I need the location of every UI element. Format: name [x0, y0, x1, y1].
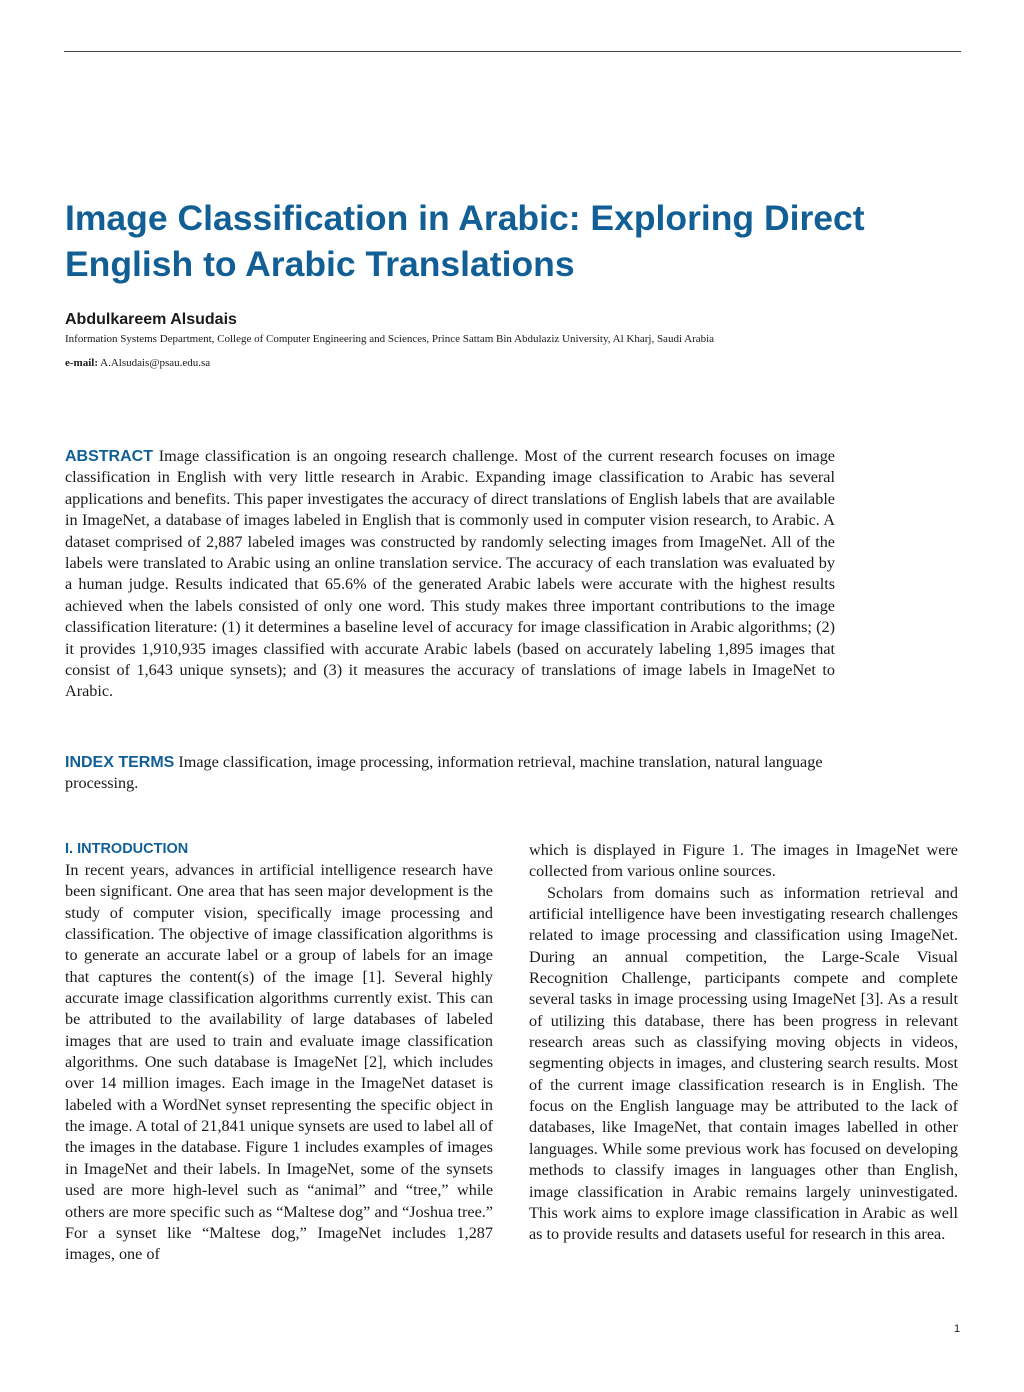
page-number: 1 [954, 1323, 961, 1335]
paper-title: Image Classification in Arabic: Exploring Direct English to Arabic Translations [65, 198, 865, 284]
abstract-text: Image classification is an ongoing research challenge. Most of the current research focuses on image classification in English with very little research in Arabic. Expanding image classification to Arabic has several applications and benefits. This paper investigates the accuracy of direct translations of English labels that are available in ImageNet, a database of images labeled in English that is commonly used in computer vision research, to Arabic. A dataset comprised of 2,887 labeled images was constructed by randomly selecting images from ImageNet. All of the labels were translated to Arabic using an online translation service. The accuracy of each translation was evaluated by a human judge. Results indicated that 65.6% of the generated Arabic labels were accurate with the highest results achieved when the labels consisted of only one word. This study makes three important contributions to the image classification literature: (1) it determines a baseline level of accuracy for image classification in Arabic algorithms; (2) it provides 1,910,935 images classified with accurate Arabic labels (based on accurately labeling 1,895 images that consist of 1,643 unique synsets); and (3) it measures the accuracy of translations of image labels in ImageNet to Arabic. [65, 447, 835, 701]
section-heading-introduction: I. INTRODUCTION [65, 841, 189, 857]
index-terms [65, 752, 835, 795]
abstract-label: ABSTRACT [65, 448, 153, 465]
author-affiliation: Information Systems Department, College of Computer Engineering and Sciences, Prince Sattam Bin Abdulaziz University, Al Kharj, Saudi Arabia [65, 333, 715, 345]
right-column [529, 840, 958, 1246]
index-terms-label: INDEX TERMS [65, 754, 175, 771]
email-label: e-mail: [65, 357, 98, 369]
intro-paragraph-1: In recent years, advances in artificial intelligence research have been significant. One area that has seen major development is the study of computer vision, specifically image processing and classification. The objective of image classification algorithms is to generate an accurate label or a group of labels for an image that captures the content(s) of the image [1]. Several highly accurate image classification algorithms currently exist. This can be attributed to the availability of large databases of labeled images that are used to train and evaluate image classification algorithms. One such database is ImageNet [2], which includes over 14 million images. Each image in the ImageNet dataset is labeled with a WordNet synset representing the specific object in the image. A total of 21,841 unique synsets are used to label all of the images in the database. Figure 1 includes examples of images in ImageNet and their labels. In ImageNet, some of the synsets used are more high-level such as “animal” and “tree,” while others are more specific such as “Maltese dog” and “Joshua tree.” For a synset like “Maltese dog,” ImageNet includes 1,287 images, one of [65, 861, 493, 1264]
index-terms-text: Image classification, image processing, information retrieval, machine translation, natural language processing. [65, 753, 823, 793]
intro-paragraph-1-continued: which is displayed in Figure 1. The images in ImageNet were collected from various online sources. [529, 841, 958, 881]
author-name: Abdulkareem Alsudais [65, 311, 237, 328]
abstract [65, 446, 835, 703]
intro-paragraph-2: Scholars from domains such as information retrieval and artificial intelligence have been investigating research challenges related to image processing and classification using ImageNet. During an annual competition, the Large-Scale Visual Recognition Challenge, participants compete and complete several tasks in image processing using ImageNet [3]. As a result of utilizing this database, there has been progress in relevant research areas such as classifying moving objects in videos, segmenting objects in images, and clustering search results. Most of the current image classification research is in English. The focus on the English language may be attributed to the lack of databases, like ImageNet, that contain images labelled in other languages. While some previous work has focused on developing methods to classify images in languages other than English, image classification in Arabic remains largely uninvestigated. This work aims to explore image classification in Arabic as well as to provide results and datasets useful for research in this area. [529, 883, 958, 1244]
left-column [65, 838, 493, 1266]
author-email [65, 357, 210, 369]
header-rule [64, 51, 961, 52]
email-address[interactable]: A.Alsudais@psau.edu.sa [100, 357, 211, 369]
